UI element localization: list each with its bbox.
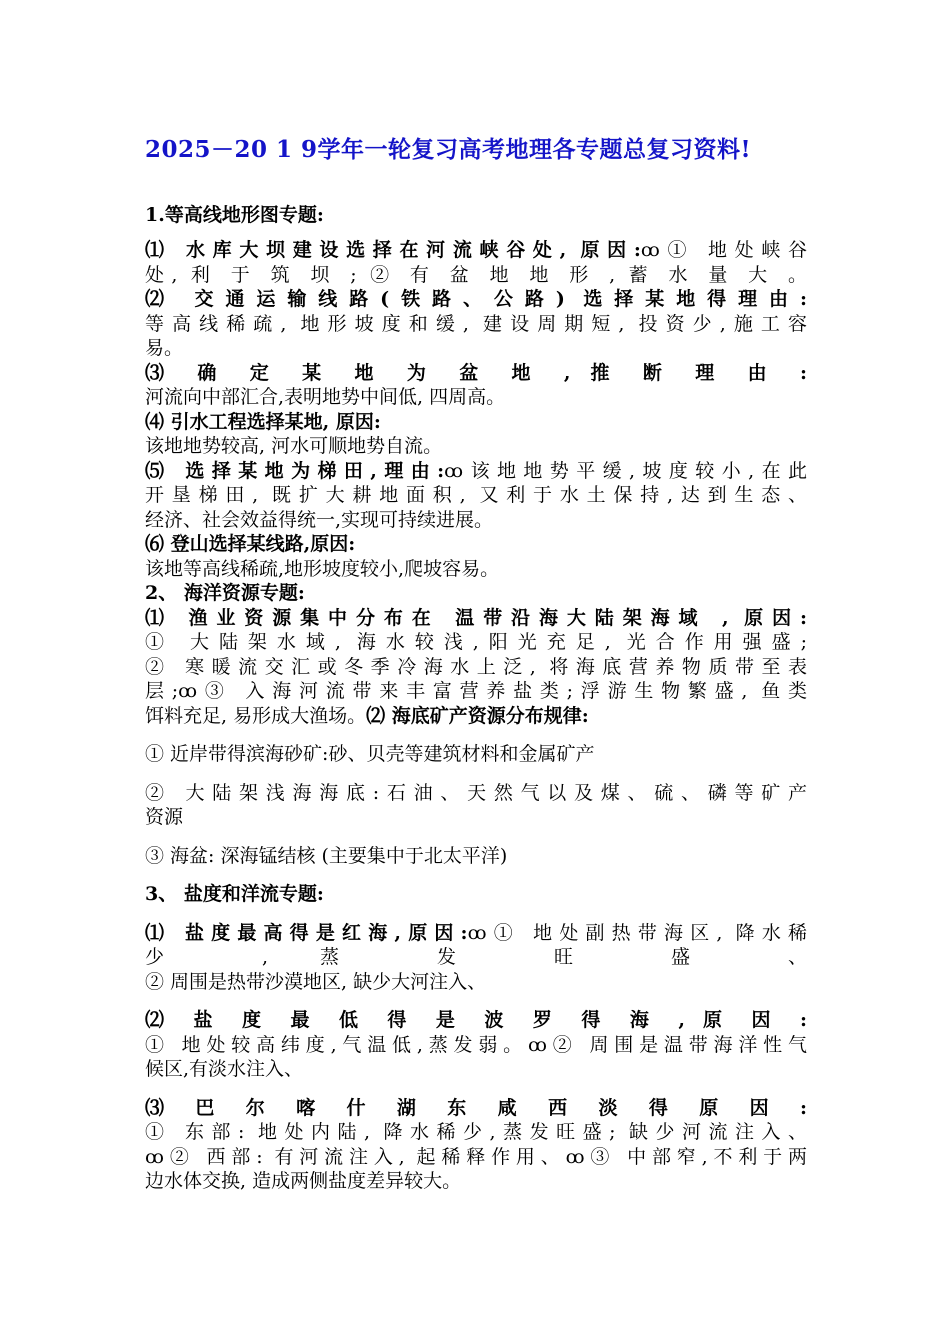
s3-p3-answer-2a: ② 西部: 有河流注入, 起稀释作用、 — [163, 1145, 566, 1168]
s3-p2-answer-1b: ② 周围是温带海洋性气 — [546, 1033, 807, 1056]
s3-p2-answer-1 — [145, 1033, 807, 1058]
s2-p2-question: ⑵ 海底矿产资源分布规律: — [366, 704, 589, 727]
s2-p1-answer-3 — [145, 679, 807, 704]
section-1-heading: 1.等高线地形图专题: — [145, 204, 324, 226]
s3-p1-answer-2: 少 , 蒸 发 旺 盛 、 — [145, 946, 807, 968]
s3-p1-answer-1: ① 地处副热带海区, 降水稀 — [486, 921, 808, 944]
s3-p1-question: ⑴ 盐度最高得是红海,原因: — [145, 921, 468, 944]
s1-p1-line2: 处, 利 于 筑 坝 ; ② 有 盆 地 地 形 , 蓄 水 量 大 。 — [145, 263, 807, 286]
bullet-mark-icon: ꝏ — [145, 1145, 164, 1168]
s1-p1-answer: ① 地处峡谷 — [659, 239, 808, 261]
s1-p5-answer-3: 经济、社会效益得统一,实现可持续进展。 — [145, 508, 494, 531]
s3-p3-question: ⑶ 巴 尔 喀 什 湖 东 咸 西 淡 得 原 因 : — [145, 1096, 807, 1119]
s1-p2-question: ⑵ 交通运输线路(铁路、公路) 选择某地得理由: — [145, 288, 807, 310]
s2-p2-answer-1: ① 近岸带得滨海砂矿:砂、贝壳等建筑材料和金属矿产 — [145, 743, 595, 765]
bullet-mark-icon: ꝏ — [467, 921, 487, 944]
bullet-mark-icon: ꝏ — [528, 1033, 547, 1056]
s1-p6-answer: 该地等高线稀疏,地形坡度较小,爬坡容易。 — [145, 557, 500, 580]
section-2-heading: 2、 海洋资源专题: — [145, 582, 305, 604]
s3-p3-answer-1: ① 东部: 地处内陆, 降水稀少,蒸发旺盛; 缺少河流注入、 — [145, 1121, 807, 1143]
bullet-mark-icon: ꝏ — [565, 1145, 585, 1168]
s1-p1-question: ⑴ 水库大坝建设选择在河流峡谷处, 原因: — [145, 239, 641, 261]
s1-p4-answer: 该地地势较高, 河水可顺地势自流。 — [145, 435, 443, 457]
s3-p2-question: ⑵ 盐 度 最 低 得 是 波 罗 得 海 , 原 因 : — [145, 1009, 807, 1031]
s2-p1-answer-4-line — [145, 704, 807, 729]
s2-p1-answer-1: ① 大陆架水域, 海水较浅,阳光充足, 光合作用强盛; — [145, 631, 807, 653]
bullet-mark-icon: ꝏ — [178, 680, 198, 702]
s2-p1-answer-2: ② 寒暖流交汇或冬季冷海水上泛, 将海底营养物质带至表 — [145, 655, 807, 678]
document-page — [145, 134, 807, 1194]
s3-p1-answer-3: ② 周围是热带沙漠地区, 缺少大河注入、 — [145, 970, 487, 993]
s1-p4-question: ⑷ 引水工程选择某地, 原因: — [145, 410, 381, 433]
s1-p2-answer-1: 等高线稀疏, 地形坡度和缓, 建设周期短, 投资少,施工容 — [145, 312, 807, 335]
s3-p3-answer-3: 边水体交换, 造成两侧盐度差异较大。 — [145, 1170, 462, 1192]
s1-p5-line1 — [145, 459, 807, 484]
s3-p1-line1 — [145, 921, 807, 946]
s2-p1-answer-4: 饵料充足, 易形成大渔场。 — [145, 704, 367, 727]
s3-p3-answer-2b: ③ 中部窄,不利于两 — [584, 1145, 807, 1168]
bullet-mark-icon: ꝏ — [444, 459, 464, 482]
s2-p1-answer-3a: 层; — [145, 680, 179, 702]
s1-p1-line1 — [145, 238, 807, 263]
s2-p2-answer-2b: 资源 — [145, 806, 184, 828]
s2-p1-question: ⑴ 渔业资源集中分布在 温带沿海大陆架海域 , 原因: — [145, 606, 807, 629]
s2-p2-answer-2a: ② 大陆架浅海海底:石油、天然气以及煤、硫、磷等矿产 — [145, 781, 807, 804]
document-title: 2025－20 1 9学年一轮复习高考地理各专题总复习资料! — [145, 136, 752, 163]
s1-p2-answer-2: 易。 — [145, 337, 184, 359]
s1-p6-question: ⑹ 登山选择某线路,原因: — [145, 533, 356, 555]
s1-p3-question: ⑶ 确 定 某 地 为 盆 地 , 推 断 理 由 : — [145, 361, 807, 384]
section-3-heading: 3、 盐度和洋流专题: — [145, 883, 324, 905]
s2-p2-answer-3: ③ 海盆: 深海锰结核 (主要集中于北太平洋) — [145, 844, 508, 867]
s1-p3-answer: 河流向中部汇合,表明地势中间低, 四周高。 — [145, 386, 506, 408]
s3-p2-answer-1a: ① 地处较高纬度,气温低,蒸发弱。 — [145, 1033, 528, 1056]
s3-p2-answer-2: 候区,有淡水注入、 — [145, 1058, 304, 1080]
s1-p5-answer-1: 该地地势平缓,坡度较小,在此 — [463, 459, 807, 482]
s1-p5-answer-2: 开垦梯田, 既扩大耕地面积, 又利于水土保持,达到生态、 — [145, 484, 807, 506]
s1-p5-question: ⑸ 选择某地为梯田,理由: — [145, 459, 445, 482]
s3-p3-answer-2 — [145, 1145, 807, 1170]
s2-p1-answer-3b: ③ 入海河流带来丰富营养盐类;浮游生物繁盛, 鱼类 — [197, 680, 807, 702]
bullet-mark-icon: ꝏ — [640, 239, 660, 261]
